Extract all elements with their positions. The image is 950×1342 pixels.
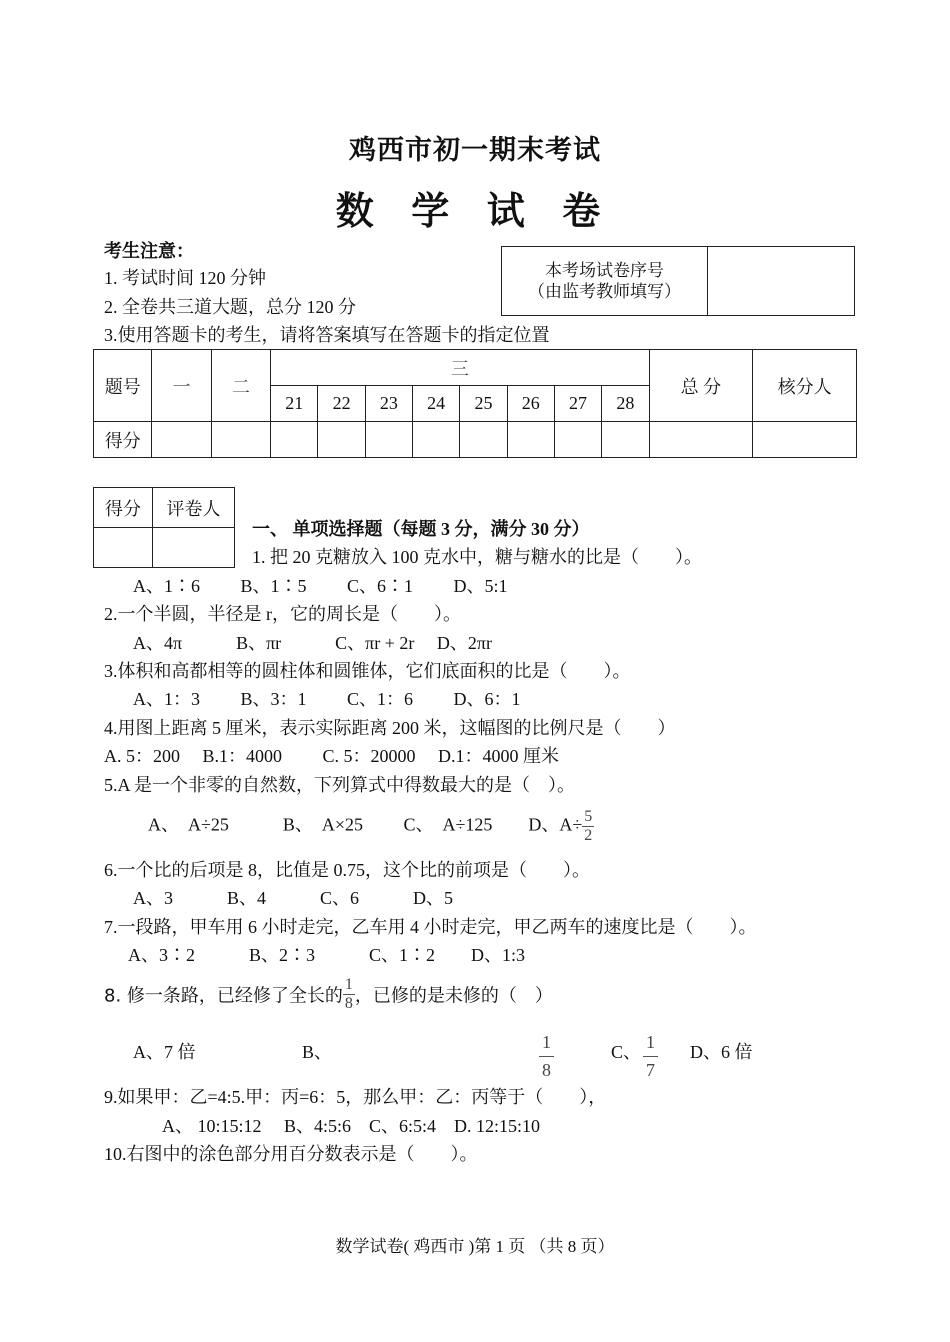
col-q26: 26	[507, 386, 554, 422]
score-cell-q25[interactable]	[460, 422, 507, 458]
col-section-three: 三	[271, 350, 649, 386]
score-summary-table	[93, 349, 857, 458]
question-6-options: A、3 B、4 C、6 D、5	[133, 888, 454, 908]
score-cell-total[interactable]	[649, 422, 753, 458]
section-score-field[interactable]	[94, 528, 153, 568]
question-1-stem: 1. 把 20 克糖放入 100 克水中，糖与糖水的比是（ ）。	[252, 547, 702, 567]
section-score-label: 得分	[94, 488, 153, 528]
section-grader-label: 评卷人	[153, 488, 235, 528]
serial-number-box	[501, 246, 855, 316]
question-5-options-text: A、 A÷25 B、 A×25 C、 A÷125 D、A÷	[148, 814, 583, 835]
score-cell-one[interactable]	[152, 422, 211, 458]
question-5-options	[148, 808, 594, 845]
question-7-options: A、3∶2 B、2∶3 C、1∶2 D、1:3	[128, 945, 526, 965]
question-5-stem: 5.A 是一个非零的自然数，下列算式中得数最大的是（ ）。	[104, 775, 576, 795]
fraction-denominator: 2	[584, 827, 593, 844]
fraction-numerator: 1	[539, 1032, 554, 1057]
fraction-numerator: 1	[344, 976, 353, 993]
question-4-stem: 4.用图上距离 5 厘米，表示实际距离 200 米，这幅图的比例尺是（ ）	[104, 718, 676, 738]
question-1-options: A、1∶6 B、1∶5 C、6∶1 D、5:1	[133, 576, 508, 596]
col-section-two: 二	[211, 350, 270, 422]
fraction-denominator: 7	[646, 1060, 655, 1080]
fraction-one-eighth-option	[539, 1032, 554, 1081]
question-8-option-b: B、	[302, 1042, 333, 1062]
score-cell-q21[interactable]	[271, 422, 318, 458]
col-q28: 28	[602, 386, 649, 422]
question-10-stem: 10.右图中的涂色部分用百分数表示是（ ）。	[104, 1144, 478, 1164]
score-cell-two[interactable]	[211, 422, 270, 458]
fraction-five-halves	[582, 808, 594, 845]
notice-item-1: 1. 考试时间 120 分钟	[104, 268, 266, 288]
checker-header: 核分人	[753, 350, 857, 422]
question-8-stem-before: 8. 修一条路，已经修了全长的	[104, 985, 343, 1007]
fraction-one-seventh-option	[643, 1032, 658, 1081]
question-6-stem: 6.一个比的后项是 8，比值是 0.75，这个比的前项是（ ）。	[104, 860, 590, 880]
question-8-option-c: C、	[611, 1042, 642, 1062]
notice-heading: 考生注意：	[104, 241, 194, 261]
score-row-label: 得分	[94, 422, 152, 458]
notice-item-3: 3.使用答题卡的考生，请将答案填写在答题卡的指定位置	[104, 325, 550, 345]
section-grader-field[interactable]	[153, 528, 235, 568]
serial-label-line2: （由监考教师填写）	[528, 282, 681, 301]
question-3-stem: 3.体积和高都相等的圆柱体和圆锥体，它们底面积的比是（ ）。	[104, 661, 631, 681]
exam-title: 鸡西市初一期末考试	[349, 135, 601, 165]
score-cell-q27[interactable]	[554, 422, 601, 458]
question-9-stem: 9.如果甲：乙=4:5.甲：丙=6：5，那么甲：乙：丙等于（ ），	[104, 1087, 607, 1107]
section-grader-table	[93, 487, 235, 568]
notice-item-2: 2. 全卷共三道大题，总分 120 分	[104, 297, 356, 317]
score-cell-q26[interactable]	[507, 422, 554, 458]
question-2-options: A、4π B、πr C、πr + 2r D、2πr	[133, 633, 492, 653]
score-cell-checker[interactable]	[753, 422, 857, 458]
section-one-heading: 一、 单项选择题（每题 3 分，满分 30 分）	[252, 519, 590, 539]
question-8-stem	[104, 976, 553, 1013]
exam-subject-title: 数 学 试 卷	[335, 191, 615, 233]
question-number-header: 题号	[94, 350, 152, 422]
col-q23: 23	[365, 386, 412, 422]
serial-number-label	[502, 247, 708, 316]
col-q22: 22	[318, 386, 365, 422]
col-q27: 27	[554, 386, 601, 422]
score-cell-q23[interactable]	[365, 422, 412, 458]
total-score-header: 总 分	[649, 350, 753, 422]
col-q21: 21	[271, 386, 318, 422]
question-8-option-d: D、6 倍	[690, 1042, 753, 1062]
fraction-numerator: 1	[643, 1032, 658, 1057]
score-cell-q24[interactable]	[413, 422, 460, 458]
col-section-one: 一	[152, 350, 211, 422]
fraction-one-eighth	[343, 976, 355, 1013]
question-4-options: A. 5：200 B.1：4000 C. 5：20000 D.1：4000 厘米	[104, 746, 560, 766]
fraction-denominator: 8	[344, 995, 353, 1012]
fraction-denominator: 8	[542, 1060, 551, 1080]
question-8-stem-after: ，已修的是未修的（ ）	[354, 985, 553, 1007]
fraction-numerator: 5	[584, 808, 593, 825]
question-2-stem: 2.一个半圆，半径是 r，它的周长是（ ）。	[104, 604, 461, 624]
serial-number-field[interactable]	[708, 247, 855, 316]
page-footer: 数学试卷( 鸡西市 )第 1 页 （共 8 页）	[335, 1237, 615, 1256]
col-q25: 25	[460, 386, 507, 422]
question-8-option-a: A、7 倍	[133, 1042, 196, 1062]
serial-label-line1: 本考场试卷序号	[545, 261, 664, 280]
col-q24: 24	[413, 386, 460, 422]
score-cell-q28[interactable]	[602, 422, 649, 458]
score-cell-q22[interactable]	[318, 422, 365, 458]
question-9-options: A、 10:15:12 B、4:5:6 C、6:5:4 D. 12:15:10	[162, 1116, 541, 1136]
question-7-stem: 7.一段路，甲车用 6 小时走完，乙车用 4 小时走完，甲乙两车的速度比是（ ）。	[104, 917, 757, 937]
question-3-options: A、1：3 B、3：1 C、1：6 D、6：1	[133, 689, 521, 709]
